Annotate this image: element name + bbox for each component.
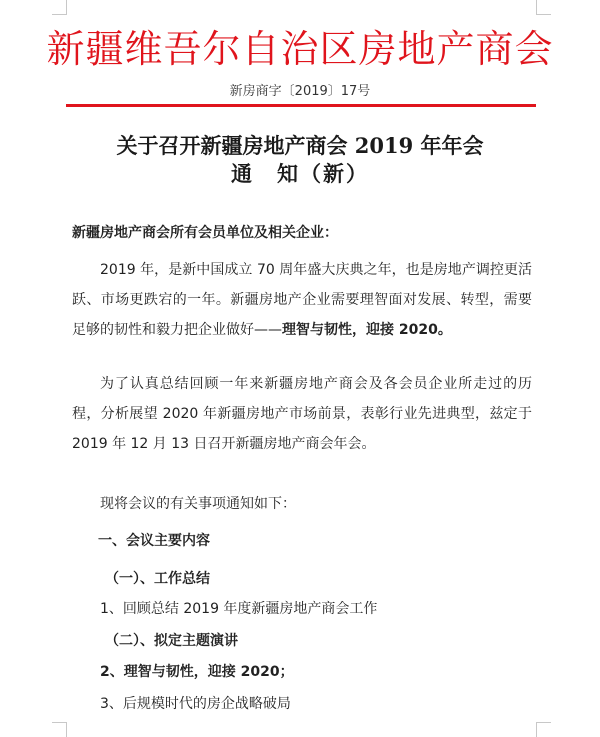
list-item-1: 1、回顾总结 2019 年度新疆房地产商会工作: [100, 601, 378, 617]
document-number: 新房商字〔2019〕17号: [229, 84, 371, 99]
paragraph-1-slogan: 理智与韧性，迎接 2020。: [282, 322, 452, 338]
crop-mark-top-right: [536, 0, 551, 15]
paragraph-2: 为了认真总结回顾一年来新疆房地产商会及各会员企业所走过的历程，分析展望 2020 年新疆房地产市场前景，表彰行业先进典型，兹定于 2019 年 12 月 13 日召开新疆房地产商会年会。: [72, 376, 532, 452]
paragraph-3: 现将会议的有关事项通知如下：: [100, 496, 296, 512]
list-item-2: 2、理智与韧性，迎接 2020；: [100, 664, 294, 680]
paragraph-1: [72, 255, 532, 345]
subsection-heading-1: （一）、工作总结: [105, 571, 210, 587]
crop-mark-bottom-right: [536, 722, 551, 737]
salutation: 新疆房地产商会所有会员单位及相关企业：: [72, 225, 338, 241]
organization-title: 新疆维吾尔自治区房地产商会: [46, 27, 554, 71]
section-heading-1: 一、会议主要内容: [98, 533, 210, 549]
list-item-3: 3、后规模时代的房企战略破局: [100, 696, 291, 712]
crop-mark-top-left: [52, 0, 67, 15]
notice-title-line1: 关于召开新疆房地产商会 2019 年年会: [116, 133, 484, 158]
header-divider: [66, 104, 536, 107]
crop-mark-bottom-left: [52, 722, 67, 737]
paragraph-1-text: 2019 年，是新中国成立 70 周年盛大庆典之年，也是房地产调控更活跃、市场更跌宕的一年。新疆房地产企业需要理智面对发展、转型，需要足够的韧性和毅力把企业做好——: [72, 262, 532, 338]
subsection-heading-2: （二）、拟定主题演讲: [105, 633, 238, 649]
notice-title-line2: 通 知（新）: [231, 161, 369, 186]
